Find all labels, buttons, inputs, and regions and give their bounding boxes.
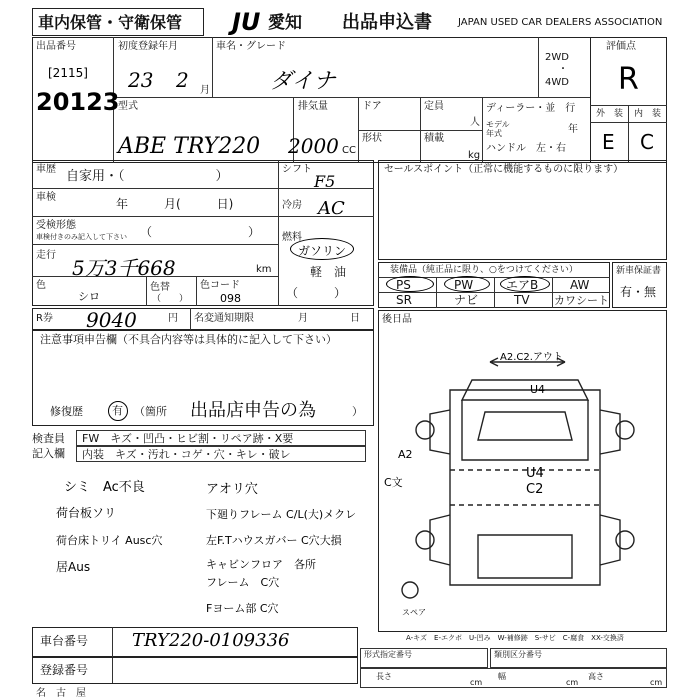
equipment-label: 装備品（純正品に限り、○をつけてください） bbox=[390, 265, 578, 275]
height-label: 高さ bbox=[588, 672, 604, 681]
inspection-label: 車検 bbox=[36, 192, 56, 203]
lot-number: 20123 bbox=[36, 88, 120, 116]
fuel-paren: （ ） bbox=[286, 286, 347, 300]
chassis-label: 車台番号 bbox=[40, 634, 89, 648]
rating-int-label: 内 装 bbox=[634, 109, 662, 119]
diagram-spare-label: スペア bbox=[402, 608, 426, 617]
inspector-note: シミ Ac不良 bbox=[64, 480, 145, 495]
color-label: 色 bbox=[36, 280, 46, 291]
capacity-label: 定員 bbox=[424, 101, 444, 112]
equip-aw: AW bbox=[570, 278, 590, 292]
displacement-value: 2000 bbox=[288, 134, 339, 158]
door-label: ドア bbox=[362, 101, 382, 112]
height-unit: cm bbox=[650, 678, 663, 687]
color-code-label: 色コード bbox=[200, 280, 240, 291]
equip-pw: PW bbox=[454, 278, 474, 292]
equip-airbag: エアB bbox=[506, 278, 539, 292]
equip-airbag-circle bbox=[500, 276, 550, 292]
color-value: シロ bbox=[78, 290, 100, 303]
r-ticket-unit: 円 bbox=[168, 313, 178, 324]
cooler-value: AC bbox=[318, 198, 345, 219]
drive-2wd: 2WD bbox=[545, 52, 569, 63]
dealer-line3: 年式 bbox=[486, 129, 502, 138]
diagram-top-label: A2.C2.アウト bbox=[500, 352, 563, 363]
footer-hint: 名 古 屋 bbox=[36, 688, 166, 699]
repair-label: 修復歴 bbox=[50, 405, 83, 418]
receipt-paren: （ ） bbox=[140, 225, 261, 239]
capacity-unit: 人 bbox=[470, 117, 480, 128]
receipt-note: 車検付きのみ記入して下さい bbox=[36, 233, 127, 241]
fuel-diesel: 軽 油 bbox=[310, 265, 347, 279]
repair-place: （箇所 bbox=[134, 405, 167, 418]
car-diagram bbox=[390, 340, 660, 610]
receipt-label: 受検形態 bbox=[36, 220, 76, 231]
color-code-value: 098 bbox=[220, 292, 241, 305]
displacement-unit: CC bbox=[342, 145, 356, 156]
lot-code: [2115] bbox=[48, 66, 88, 80]
width-unit: cm bbox=[566, 678, 579, 687]
drive-sep: ・ bbox=[558, 64, 568, 75]
model-value: ABE TRY220 bbox=[118, 134, 261, 159]
sales-point-label: セールスポイント（正常に機能するものに限ります） bbox=[384, 164, 624, 175]
mileage-label: 走行 bbox=[36, 250, 56, 261]
r-ticket-value: 9040 bbox=[86, 308, 137, 332]
rating-ext: E bbox=[602, 130, 615, 154]
equip-sr: SR bbox=[396, 293, 412, 307]
cooler-label: 冷房 bbox=[282, 200, 302, 211]
inspector-fw-line: FW キズ・凹凸・ヒビ割・リペア跡・X要 bbox=[82, 432, 294, 445]
length-label: 長さ bbox=[376, 672, 392, 681]
model-label: 型式 bbox=[118, 101, 138, 112]
inspector-note: 荷台床トリイ Ausc穴 bbox=[56, 534, 163, 547]
dealer-line2: モデル bbox=[486, 120, 510, 129]
rating-label: 評価点 bbox=[606, 41, 636, 52]
repair-close: ） bbox=[352, 405, 363, 418]
dimension-box bbox=[360, 668, 667, 688]
diagram-u4-center: U4 bbox=[526, 466, 544, 481]
warranty-value: 有・無 bbox=[620, 285, 657, 299]
tax-notice-month: 月 bbox=[298, 313, 308, 324]
registration-month: 2 bbox=[176, 68, 189, 92]
fuel-label: 燃料 bbox=[282, 232, 302, 243]
form-title: 出品申込書 bbox=[342, 12, 432, 33]
inspector-note: キャビンフロア 各所 bbox=[206, 558, 316, 571]
equip-pw-circle bbox=[444, 276, 490, 292]
load-label: 積載 bbox=[424, 133, 444, 144]
inspector-note: フレーム C穴 bbox=[206, 576, 280, 589]
rating-int: C bbox=[640, 130, 654, 154]
inspector-note: 荷台板ソリ bbox=[56, 506, 117, 520]
r-ticket-label: R券 bbox=[36, 313, 53, 324]
car-name-label: 車名・グレード bbox=[216, 41, 286, 52]
tax-notice-label: 名変通知期限 bbox=[194, 313, 254, 324]
load-unit: kg bbox=[468, 150, 481, 161]
equip-tv: TV bbox=[514, 293, 530, 307]
inspector-note: 下廻りフレーム C/L(大)メクレ bbox=[206, 508, 357, 521]
storage-label: 車内保管・守衛保管 bbox=[38, 13, 183, 32]
bodycolor-paren: （ ） bbox=[152, 294, 189, 304]
lot-label: 出品番号 bbox=[36, 41, 76, 52]
inspector-label1: 検査員 bbox=[32, 432, 65, 445]
shift-value: F5 bbox=[314, 172, 336, 191]
history-value: 自家用・（ ） bbox=[66, 169, 229, 184]
inspector-note: Fヨーム部 C穴 bbox=[206, 602, 279, 615]
displacement-label: 排気量 bbox=[298, 101, 328, 112]
dealer-line4: ハンドル 左・右 bbox=[486, 143, 566, 154]
rating-ext-label: 外 装 bbox=[596, 109, 624, 119]
equip-leather: カワシート bbox=[554, 294, 609, 307]
length-unit: cm bbox=[470, 678, 483, 687]
tax-notice-day: 日 bbox=[350, 313, 360, 324]
inspector-note: 居Aus bbox=[56, 560, 91, 574]
repair-yes: 有 bbox=[112, 404, 123, 417]
bodycolor-label: 色替 bbox=[150, 282, 170, 293]
fuel-gas: ガソリン bbox=[298, 244, 347, 258]
mileage-unit: km bbox=[256, 264, 272, 275]
reg-number-label: 登録番号 bbox=[40, 663, 89, 677]
damage-code-key: A-キズ E-エクボ U-凹み W-補修跡 S-サビ C-腐食 XX-交換済 bbox=[406, 634, 624, 642]
diagram-a2-left: A2 bbox=[398, 448, 413, 461]
car-name-value: ダイナ bbox=[270, 69, 336, 94]
equip-ps: PS bbox=[396, 278, 411, 292]
rating-score: R bbox=[618, 62, 639, 97]
ju-logo-mark: JU bbox=[232, 8, 261, 36]
sales-point-box bbox=[378, 160, 667, 260]
inspection-value: 年 月( 日) bbox=[116, 197, 234, 211]
org-english: JAPAN USED CAR DEALERS ASSOCIATION bbox=[458, 17, 663, 28]
diagram-side-mark: C文 bbox=[384, 476, 403, 489]
repair-value: 出品店申告の為 bbox=[190, 400, 316, 421]
equip-ps-circle bbox=[386, 276, 434, 292]
history-label: 車歴 bbox=[36, 164, 56, 175]
registration-year: 23 bbox=[128, 68, 154, 92]
diagram-u4-top: U4 bbox=[530, 383, 546, 396]
registration-month-unit: 月 bbox=[200, 85, 210, 96]
width-label: 幅 bbox=[498, 672, 506, 681]
notes-label: 注意事項申告欄（不具合内容等は具体的に記入して下さい） bbox=[40, 333, 337, 346]
inspector-note: アオリ穴 bbox=[206, 482, 258, 497]
inspector-label2: 記入欄 bbox=[32, 447, 65, 460]
equip-navi: ナビ bbox=[454, 293, 479, 307]
inspector-int-line: 内装 キズ・汚れ・コゲ・穴・キレ・破レ bbox=[82, 448, 291, 461]
mileage-value: 5万3千668 bbox=[72, 256, 176, 280]
dealer-year-unit: 年 bbox=[568, 124, 578, 135]
inspector-note: 左F.Tハウスガバー C穴大損 bbox=[206, 534, 342, 547]
dealer-line1: ディーラー・並 行 bbox=[486, 103, 576, 114]
org-name: 愛知 bbox=[268, 13, 302, 33]
shape-label: 形状 bbox=[362, 133, 382, 144]
registration-label: 初度登録年月 bbox=[118, 41, 178, 52]
diagram-c2-center: C2 bbox=[526, 482, 544, 497]
drive-4wd: 4WD bbox=[545, 77, 569, 88]
warranty-label: 新車保証書 bbox=[616, 266, 662, 276]
legend-label: 後日品 bbox=[382, 314, 412, 325]
class-number-label: 類別区分番号 bbox=[494, 650, 542, 659]
shift-label: シフト bbox=[282, 164, 312, 175]
form-number-label: 形式指定番号 bbox=[364, 650, 412, 659]
chassis-value: TRY220-0109336 bbox=[132, 630, 290, 651]
